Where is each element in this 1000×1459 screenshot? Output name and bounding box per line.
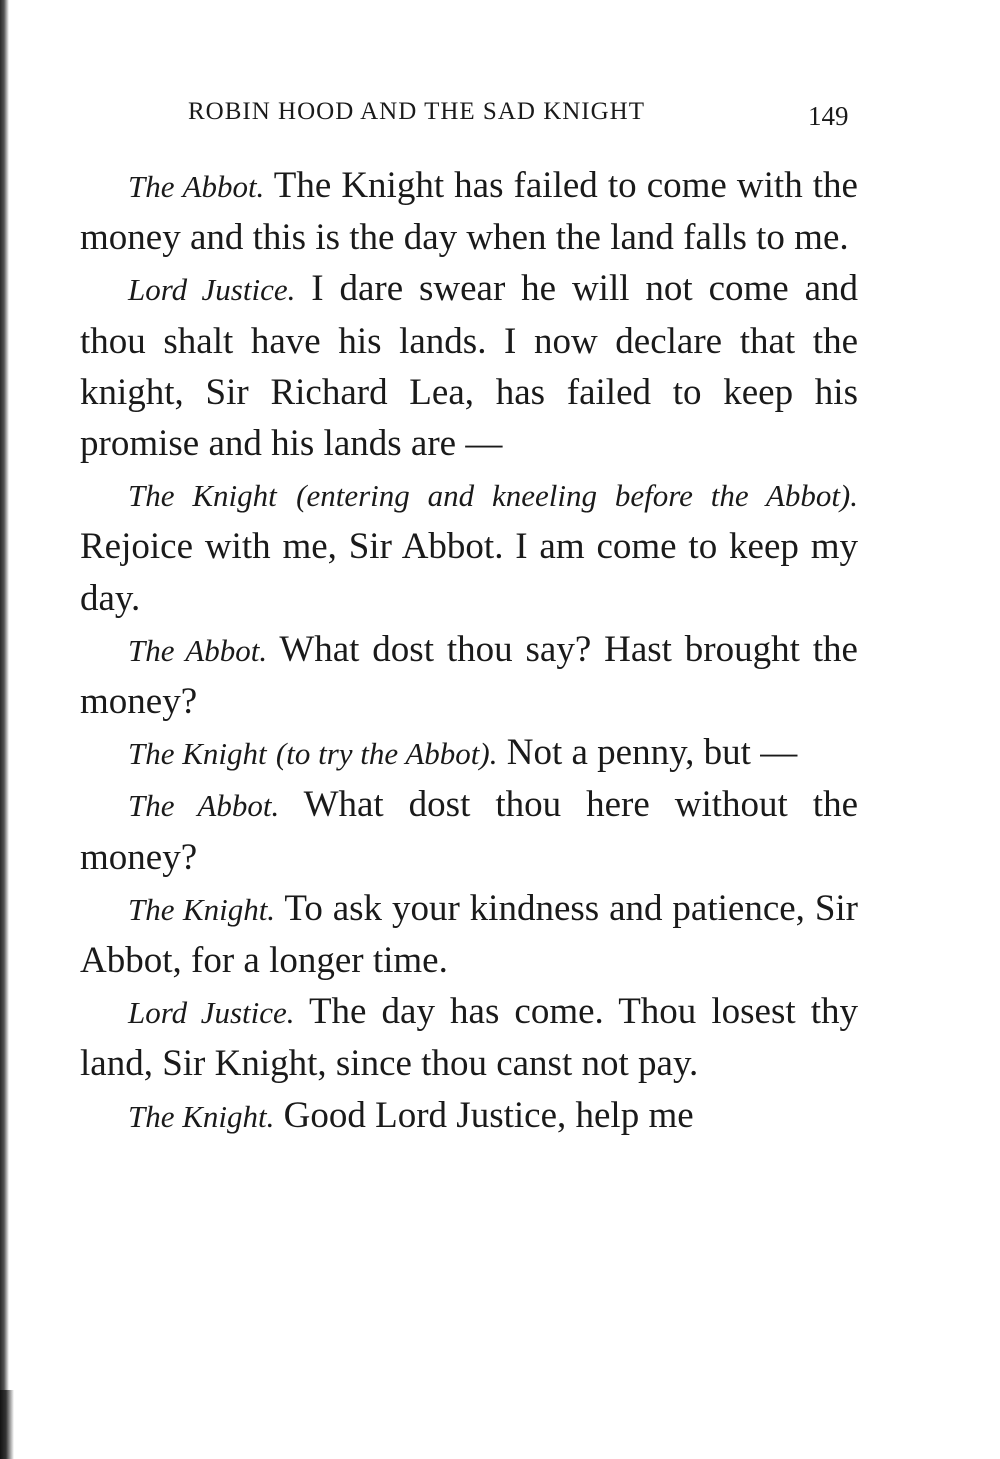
- dialogue-line: [80, 727, 858, 779]
- spoken-text: Not a penny, but —: [506, 732, 798, 774]
- page-header: [0, 98, 1000, 138]
- speaker-name: The Knight.: [128, 891, 276, 927]
- running-title: ROBIN HOOD AND THE SAD KNIGHT: [188, 98, 646, 125]
- spoken-text: The Knight has failed to come with the money and this is the day when the land falls to me.: [80, 165, 858, 259]
- dialogue-line: [80, 160, 858, 263]
- dialogue-text: [80, 160, 858, 1142]
- speaker-name: The Knight: [128, 736, 267, 772]
- speaker-name: The Abbot.: [128, 788, 280, 824]
- stage-direction: (to try the Abbot).: [275, 736, 498, 772]
- spoken-text: Good Lord Justice, help me: [283, 1094, 694, 1136]
- page-number: 149: [808, 101, 849, 131]
- spoken-text: To ask your kindness and patience, Sir Abbot, for a longer time.: [80, 887, 858, 982]
- dialogue-line: [80, 469, 858, 624]
- stage-direction: (entering and kneeling before the Abbot).: [296, 478, 859, 514]
- dialogue-line: [80, 986, 858, 1089]
- speaker-name: The Abbot.: [128, 169, 265, 204]
- speaker-name: The Knight: [128, 478, 277, 514]
- dialogue-line: [80, 779, 858, 882]
- speaker-name: Lord Justice.: [128, 272, 296, 308]
- spoken-text: Rejoice with me, Sir Abbot. I am come to keep my day.: [80, 526, 858, 619]
- speaker-name: The Abbot.: [128, 632, 268, 668]
- dialogue-line: [80, 263, 858, 469]
- dialogue-line: [80, 624, 858, 727]
- scan-page-edge: [0, 0, 9, 1459]
- spoken-text: What dost thou here without the money?: [80, 784, 858, 878]
- spoken-text: What dost thou say? Hast brought the money?: [80, 628, 858, 723]
- speaker-name: Lord Justice.: [128, 995, 295, 1031]
- speaker-name: The Knight.: [128, 1098, 275, 1134]
- scan-page-edge-bottom: [0, 1390, 14, 1459]
- dialogue-line: [80, 1090, 858, 1142]
- spoken-text: I dare swear he will not come and thou shalt have his lands. I now declare that the knight, Sir Richard Lea, has failed to keep his promise and his lands are —: [80, 268, 858, 465]
- dialogue-line: [80, 883, 858, 986]
- spoken-text: The day has come. Thou losest thy land, Sir Knight, since thou canst not pay.: [80, 991, 858, 1085]
